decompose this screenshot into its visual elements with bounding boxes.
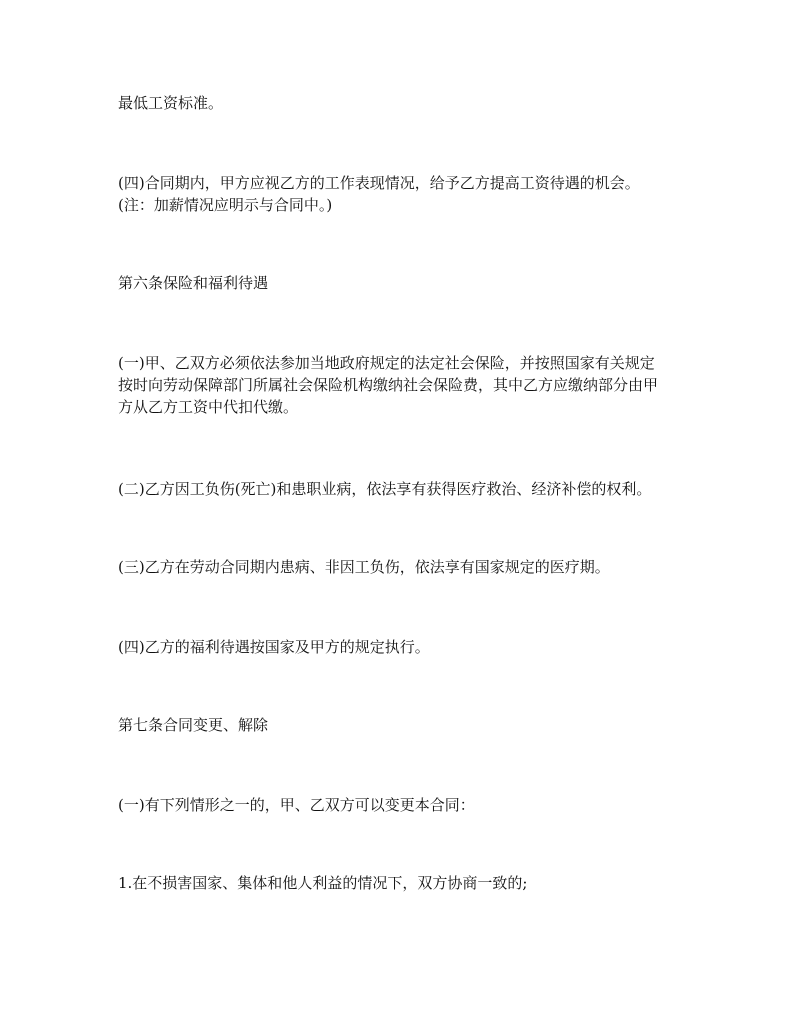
text-line: (注：加薪情况应明示与合同中。) xyxy=(118,196,333,214)
text-line: 最低工资标准。 xyxy=(118,94,224,112)
section-heading-article-6 xyxy=(118,272,718,294)
paragraph-social-insurance xyxy=(118,352,718,418)
text-line: 第六条保险和福利待遇 xyxy=(118,274,269,292)
text-line: (四)乙方的福利待遇按国家及甲方的规定执行。 xyxy=(118,638,430,656)
paragraph-salary-increase xyxy=(118,172,718,216)
text-line: 1.在不损害国家、集体和他人利益的情况下，双方协商一致的; xyxy=(118,874,528,892)
section-heading-article-7 xyxy=(118,714,718,736)
text-line: 按时向劳动保障部门所属社会保险机构缴纳社会保险费，其中乙方应缴纳部分由甲 xyxy=(118,376,659,394)
text-line: 方从乙方工资中代扣代缴。 xyxy=(118,398,299,416)
text-line: 第七条合同变更、解除 xyxy=(118,716,269,734)
paragraph-minimum-wage xyxy=(118,92,718,114)
paragraph-welfare xyxy=(118,636,718,658)
paragraph-work-injury xyxy=(118,478,718,500)
text-line: (三)乙方在劳动合同期内患病、非因工负伤，依法享有国家规定的医疗期。 xyxy=(118,558,610,576)
list-item-mutual-agreement xyxy=(118,872,718,894)
text-line: (四)合同期内，甲方应视乙方的工作表现情况，给予乙方提高工资待遇的机会。 xyxy=(118,174,640,192)
text-line: (一)甲、乙双方必须依法参加当地政府规定的法定社会保险，并按照国家有关规定 xyxy=(118,354,655,372)
text-line: (二)乙方因工负伤(死亡)和患职业病，依法享有获得医疗救治、经济补偿的权利。 xyxy=(118,480,652,498)
text-line: (一)有下列情形之一的，甲、乙双方可以变更本合同： xyxy=(118,796,475,814)
paragraph-contract-change xyxy=(118,794,718,816)
paragraph-medical-period xyxy=(118,556,718,578)
